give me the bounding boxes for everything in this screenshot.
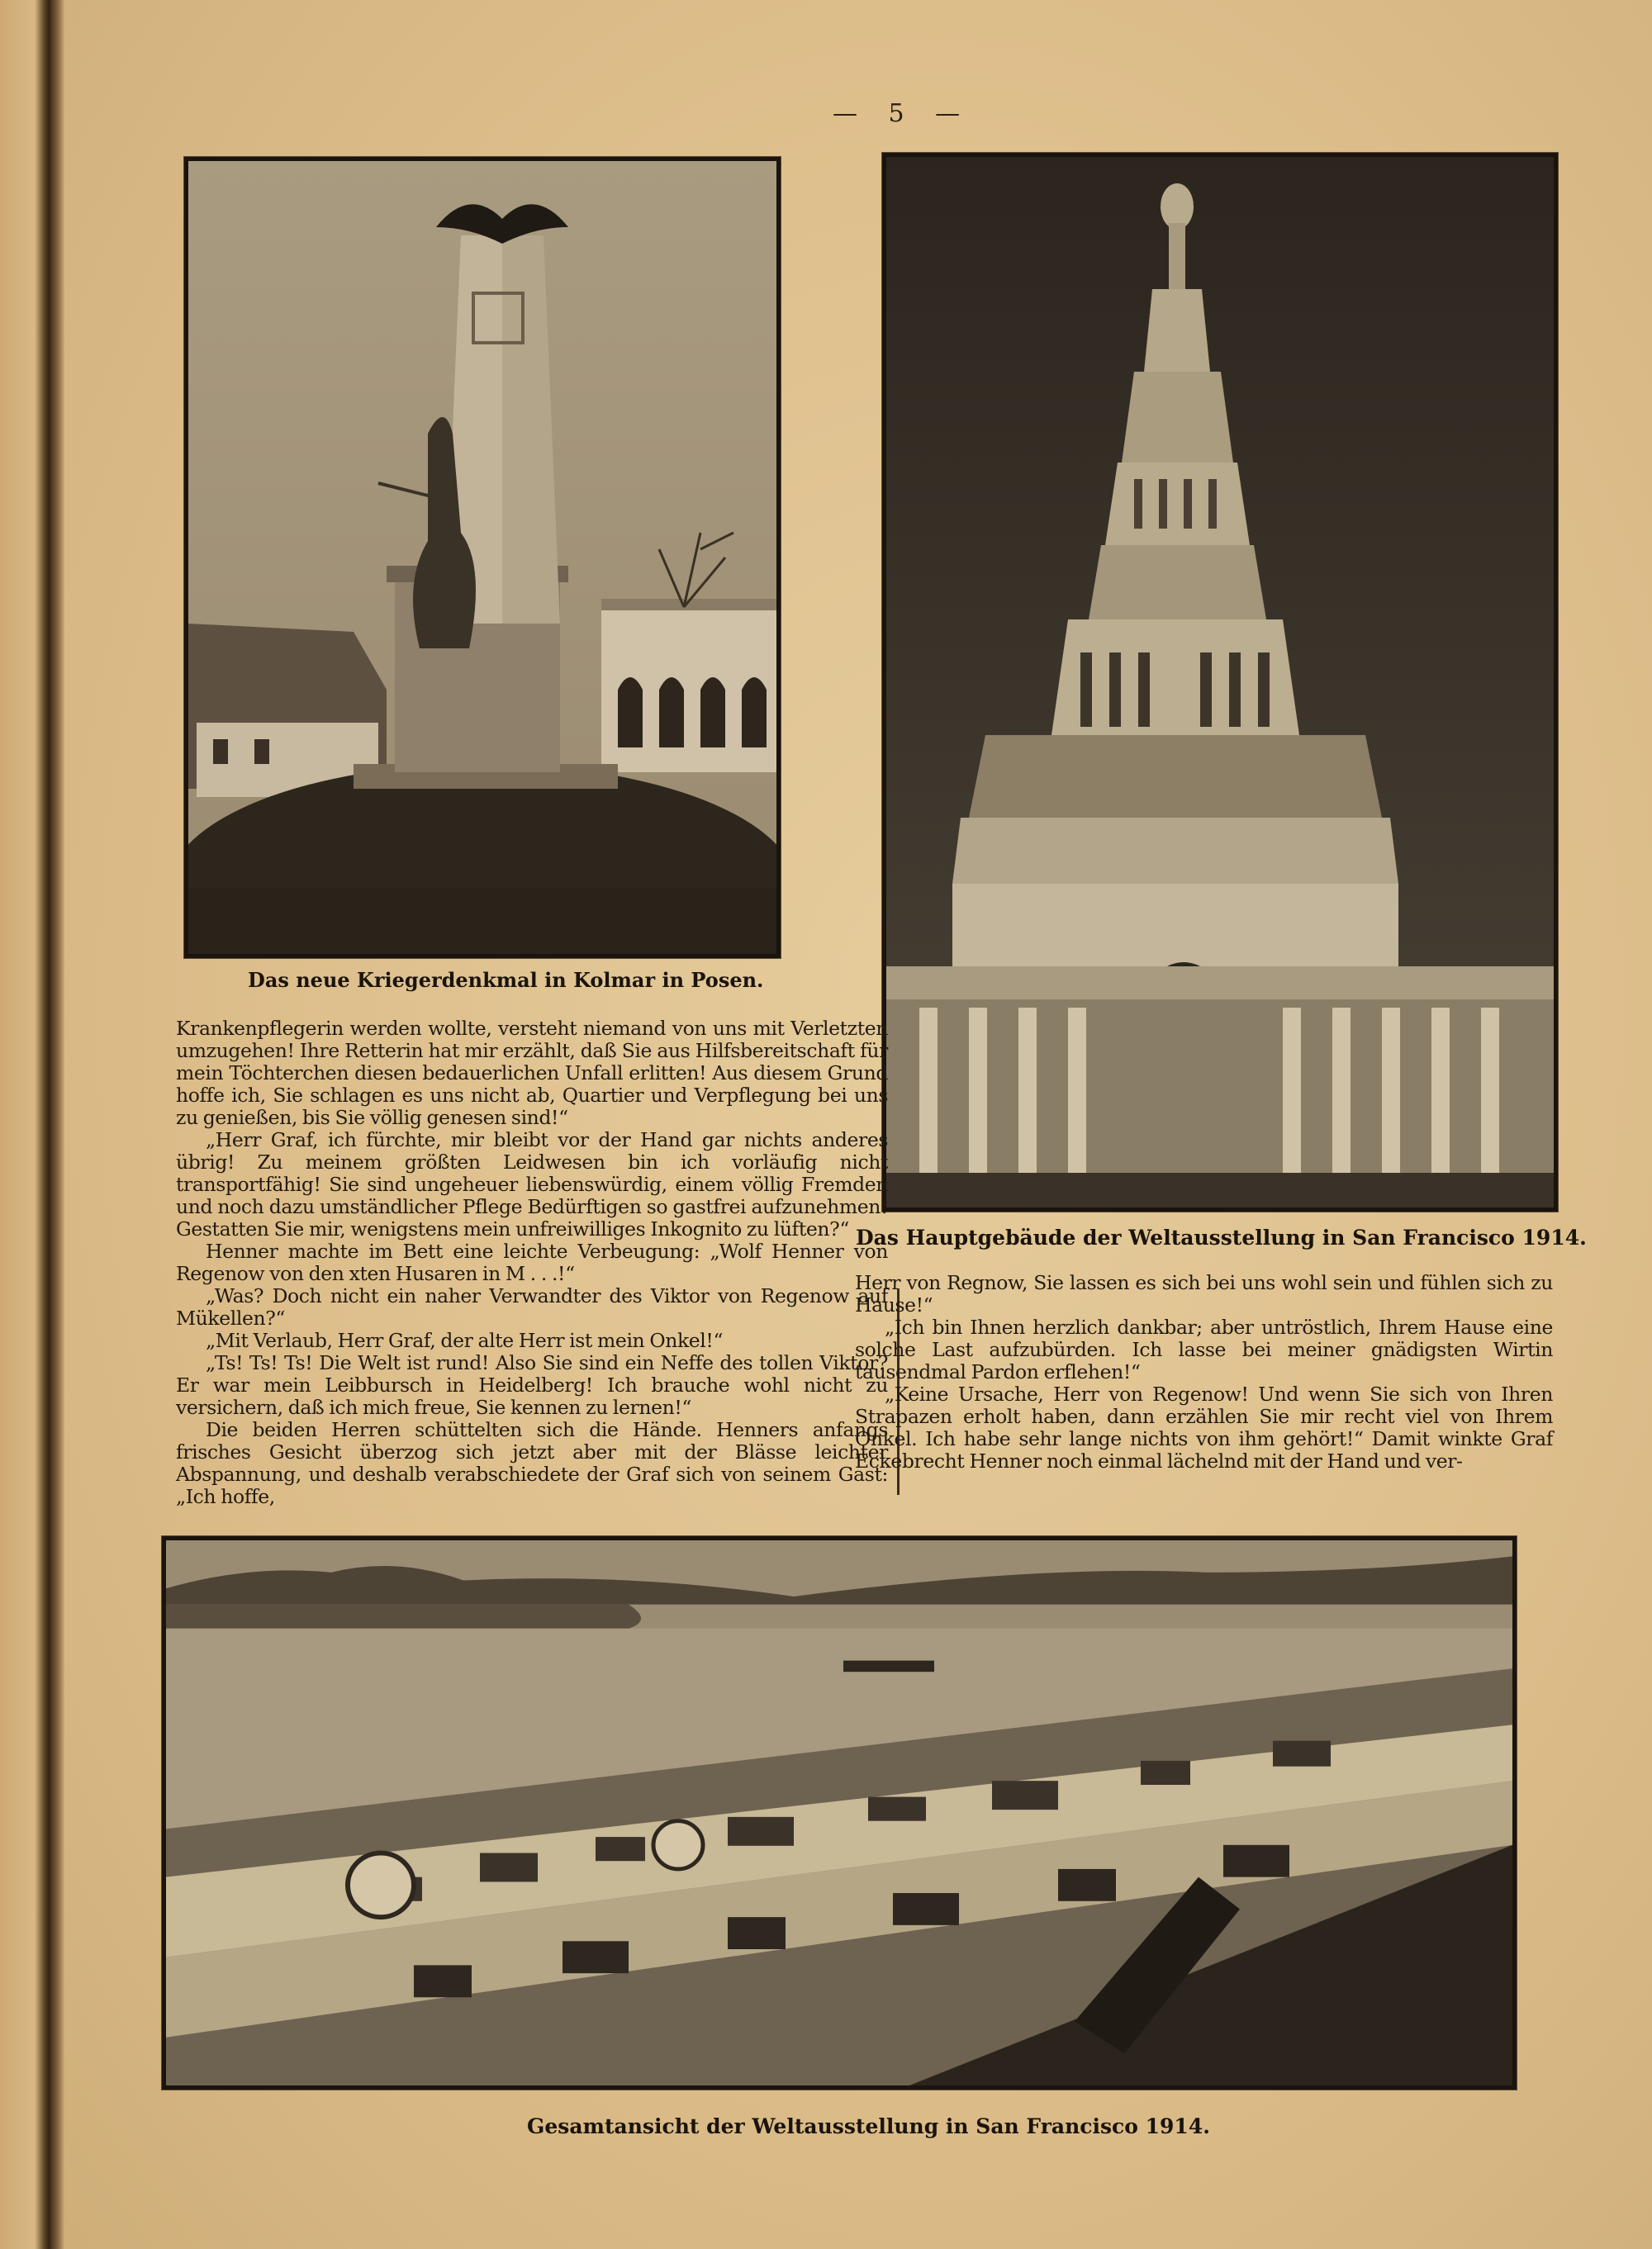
exposition-tower-icon — [886, 157, 1554, 1208]
war-memorial-icon — [188, 161, 776, 954]
article-left-column — [176, 1018, 888, 1508]
paragraph: „Mit Verlaub, Herr Graf, der alte Herr ist mein Onkel!“ — [206, 1329, 724, 1352]
newspaper-page — [64, 0, 1652, 2249]
exposition-aerial-icon — [166, 1540, 1512, 2085]
paragraph: Herr von Regnow, Sie lassen es sich bei uns wohl sein und fühlen sich zu Hause!“ — [855, 1271, 1553, 1317]
article-right-column — [855, 1272, 1553, 1473]
monument-photo — [184, 157, 781, 958]
panorama-caption: Gesamtansicht der Weltausstellung in San Francisco 1914. — [527, 2114, 1210, 2138]
paragraph: Die beiden Herren schüttelten sich die Hände. Henners anfangs frisches Gesicht überzog sich jetzt aber mit der Blässe leichter Abspannung, und deshalb verabschiedete der Graf sich von seinem Gast: „Ich hoffe, — [176, 1418, 888, 1508]
page-number: — 5 — — [833, 99, 972, 128]
paragraph: „Was? Doch nicht ein naher Verwandter des Viktor von Regenow auf Mükellen?“ — [176, 1284, 888, 1330]
paragraph: „Ts! Ts! Ts! Die Welt ist rund! Also Sie sind ein Neffe des tollen Viktor? Er war mein Leibbursch in Heidelberg! Ich brauche wohl nicht zu versichern, daß ich mich freue, Sie kennen zu lernen!“ — [176, 1351, 888, 1419]
tower-caption: Das Hauptgebäude der Weltausstellung in San Francisco 1914. — [856, 1226, 1587, 1250]
paragraph: Krankenpflegerin werden wollte, versteht niemand von uns mit Verletzten umzugehen! Ihre Retterin hat mir erzählt, daß Sie aus Hilfsbereitschaft für mein Töchterchen diesen bedauerlichen Unfall erlitten! Aus diesem Grund hoffe ich, Sie schlagen es uns nicht ab, Quartier und Verpflegung bei uns zu genießen, bis Sie völlig genesen sind!“ — [176, 1017, 888, 1129]
panorama-photo — [162, 1536, 1517, 2090]
previous-page-edge — [0, 0, 50, 2249]
paragraph: „Keine Ursache, Herr von Regenow! Und wenn Sie sich von Ihren Strapazen erholt haben, dann erzählen Sie mir recht viel von Ihrem Onkel. Ich habe sehr lange nichts von ihm gehört!“ Damit winkte Graf Eckebrecht Henner noch einmal lächelnd mit der Hand und ver- — [855, 1383, 1553, 1473]
paragraph: „Ich bin Ihnen herzlich dankbar; aber untröstlich, Ihrem Hause eine solche Last aufzubürden. Ich lasse bei meiner gnädigsten Wirtin tausendmal Pardon erflehen!“ — [855, 1316, 1553, 1383]
paragraph: Henner machte im Bett eine leichte Verbeugung: „Wolf Henner von Regenow von den xten Husaren in M . . .!“ — [176, 1240, 888, 1285]
book-gutter — [50, 0, 64, 2249]
tower-photo — [882, 153, 1558, 1212]
monument-caption: Das neue Kriegerdenkmal in Kolmar in Posen. — [248, 968, 764, 992]
paragraph: „Herr Graf, ich fürchte, mir bleibt vor der Hand gar nichts anderes übrig! Zu meinem größten Leidwesen bin ich vorläufig nicht transportfähig! Sie sind ungeheuer liebenswürdig, einem völlig Fremden und noch dazu umständlicher Pflege Bedürftigen so gastfrei aufzunehmen! Gestatten Sie mir, wenigstens mein unfreiwilliges Inkognito zu lüften?“ — [176, 1128, 888, 1241]
